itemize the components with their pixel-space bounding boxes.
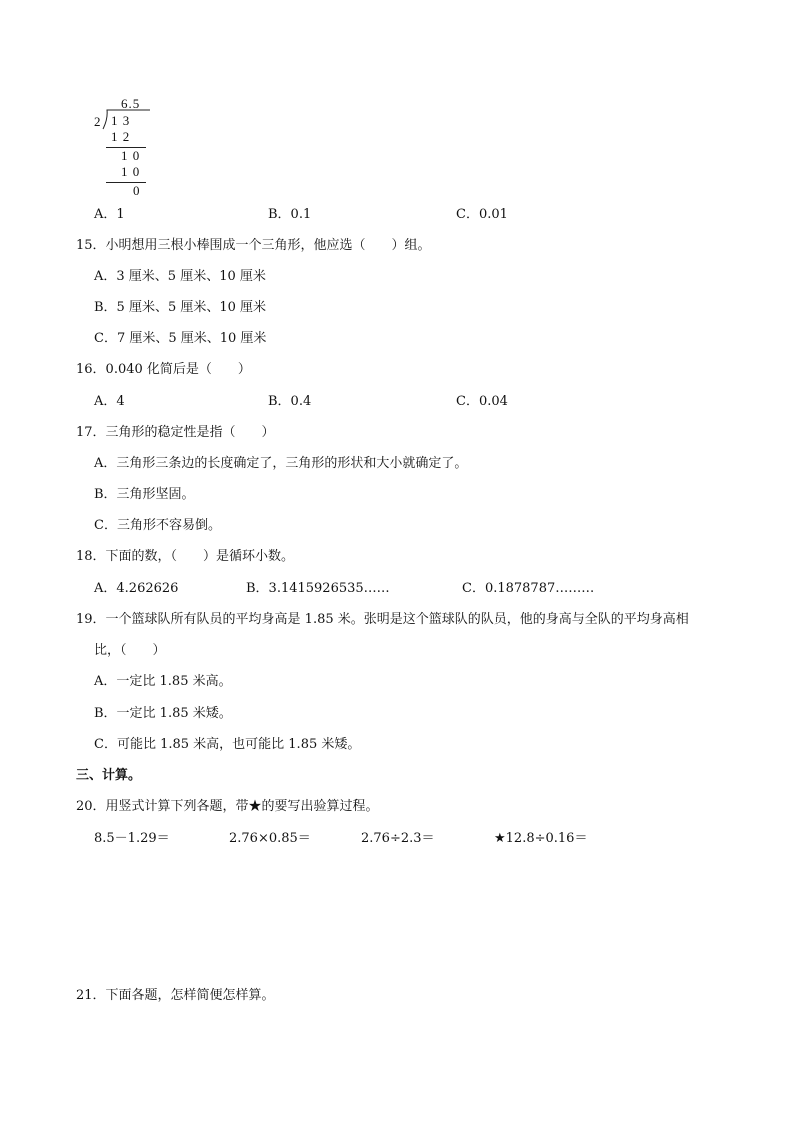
q15-stem: 15．小明想用三根小棒围成一个三角形，他应选（ ）组。 — [76, 238, 431, 253]
q17-option-c[interactable]: C．三角形不容易倒。 — [94, 518, 221, 533]
q17-stem: 17．三角形的稳定性是指（ ） — [76, 425, 275, 440]
q17-option-a[interactable]: A．三角形三条边的长度确定了，三角形的形状和大小就确定了。 — [94, 456, 468, 471]
q20-stem: 20．用竖式计算下列各题，带★的要写出验算过程。 — [76, 799, 379, 814]
division-bracket — [102, 109, 152, 131]
q21-stem: 21．下面各题，怎样简便怎样算。 — [76, 988, 275, 1003]
division-rule-1 — [106, 147, 146, 148]
division-divisor: 2 — [94, 114, 102, 129]
q18-option-a[interactable]: A．4.262626 — [94, 581, 179, 596]
division-step2: 1 0 — [121, 148, 141, 163]
q17-option-b[interactable]: B．三角形坚固。 — [94, 487, 195, 502]
division-rule-2 — [106, 182, 146, 183]
q19-option-c[interactable]: C．可能比 1.85 米高，也可能比 1.85 米矮。 — [94, 737, 361, 752]
q14-option-b[interactable]: B．0.1 — [268, 207, 312, 222]
division-step1: 1 2 — [111, 129, 131, 144]
q18-option-b[interactable]: B．3.1415926535…… — [246, 581, 390, 596]
q20-item-4: ★12.8÷0.16＝ — [494, 831, 588, 846]
q14-option-c[interactable]: C．0.01 — [456, 207, 508, 222]
q15-option-a[interactable]: A．3 厘米、5 厘米、10 厘米 — [94, 269, 266, 284]
q19-option-a[interactable]: A．一定比 1.85 米高。 — [94, 674, 232, 689]
q15-option-c[interactable]: C．7 厘米、5 厘米、10 厘米 — [94, 331, 267, 346]
q20-item-3: 2.76÷2.3＝ — [361, 831, 435, 846]
q19-stem-line2: 比，（ ） — [94, 643, 166, 658]
long-division-diagram — [0, 0, 794, 210]
q16-option-b[interactable]: B．0.4 — [268, 394, 312, 409]
q15-option-b[interactable]: B．5 厘米、5 厘米、10 厘米 — [94, 300, 267, 315]
q14-option-a[interactable]: A．1 — [94, 207, 125, 222]
q16-stem: 16．0.040 化简后是（ ） — [76, 362, 251, 377]
q20-item-1: 8.5－1.29＝ — [94, 831, 170, 846]
q16-option-c[interactable]: C．0.04 — [456, 394, 508, 409]
q19-option-b[interactable]: B．一定比 1.85 米矮。 — [94, 706, 232, 721]
q16-option-a[interactable]: A．4 — [94, 394, 125, 409]
q20-item-2: 2.76×0.85＝ — [229, 831, 311, 846]
division-quotient: 6.5 — [121, 96, 141, 111]
section-3-title: 三、计算。 — [76, 768, 142, 783]
division-dividend: 1 3 — [111, 113, 131, 128]
q18-stem: 18．下面的数，（ ）是循环小数。 — [76, 549, 295, 564]
q19-stem-line1: 19．一个篮球队所有队员的平均身高是 1.85 米。张明是这个篮球队的队员，他的身高与全队的平均身高相 — [76, 612, 689, 627]
q18-option-c[interactable]: C．0.1878787……… — [462, 581, 595, 596]
division-step3: 1 0 — [121, 164, 141, 179]
division-remainder: 0 — [133, 183, 141, 198]
